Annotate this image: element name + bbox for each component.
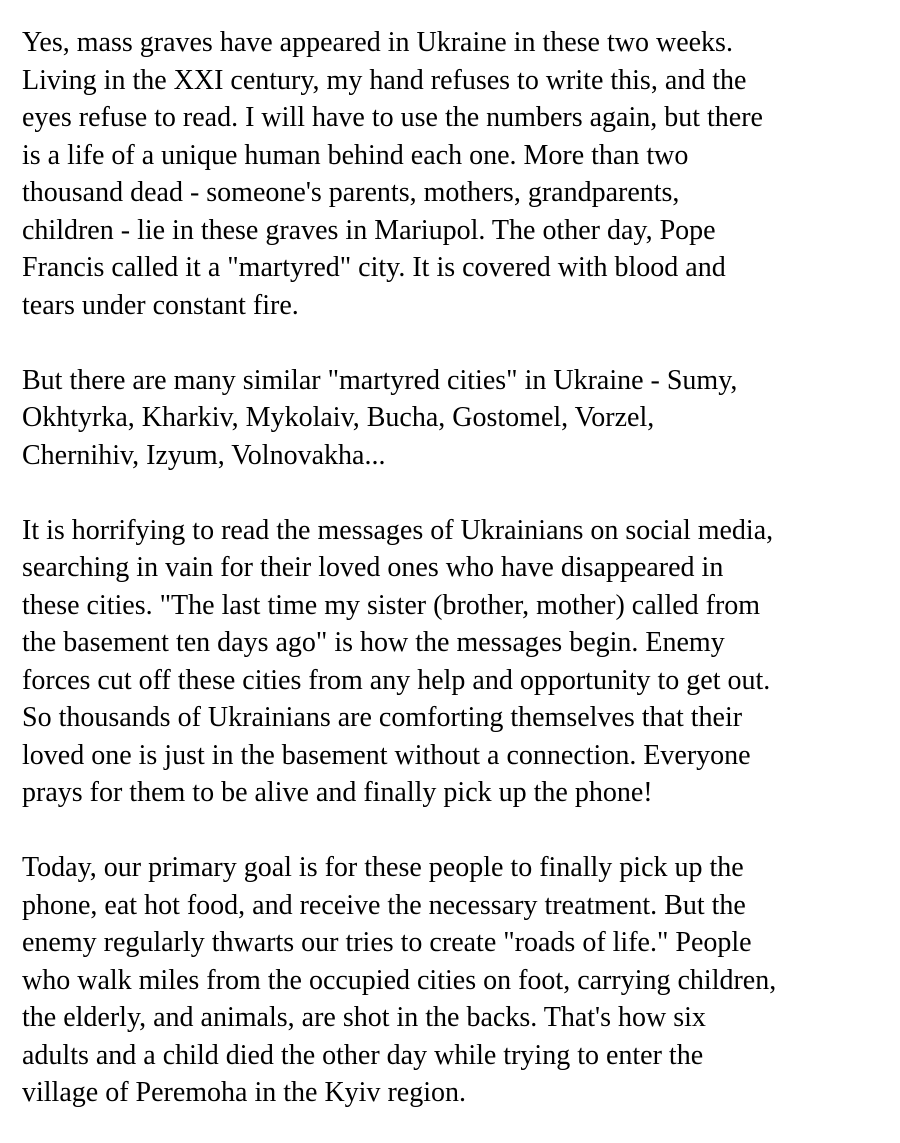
paragraph-2 bbox=[22, 362, 880, 475]
text-line: Living in the XXI century, my hand refuses to write this, and the bbox=[22, 64, 747, 96]
text-line: is a life of a unique human behind each one. More than two bbox=[22, 139, 689, 171]
text-line: the elderly, and animals, are shot in the backs. That's how six bbox=[22, 1002, 706, 1033]
text-line: Okhtyrka, Kharkiv, Mykolaiv, Bucha, Gostomel, Vorzel, bbox=[22, 402, 655, 433]
text-line: loved one is just in the basement without a connection. Everyone bbox=[22, 739, 751, 771]
text-line: Yes, mass graves have appeared in Ukraine in these two weeks. bbox=[22, 27, 733, 58]
text-line: eyes refuse to read. I will have to use the numbers again, but there bbox=[22, 102, 763, 133]
text-line: enemy regularly thwarts our tries to create "roads of life." People bbox=[22, 927, 752, 958]
text-line: So thousands of Ukrainians are comforting themselves that their bbox=[22, 702, 743, 733]
text-line: the basement ten days ago" is how the messages begin. Enemy bbox=[22, 627, 725, 658]
text-line: Francis called it a "martyred" city. It is covered with blood and bbox=[22, 252, 726, 283]
text-line: phone, eat hot food, and receive the necessary treatment. But the bbox=[22, 889, 746, 921]
paragraph-1 bbox=[22, 24, 880, 324]
text-line: these cities. "The last time my sister (brother, mother) called from bbox=[22, 589, 761, 621]
text-line: But there are many similar "martyred cities" in Ukraine - Sumy, bbox=[22, 364, 738, 396]
text-line: forces cut off these cities from any help and opportunity to get out. bbox=[22, 664, 771, 696]
text-line: tears under constant fire. bbox=[22, 289, 299, 321]
text-line: It is horrifying to read the messages of Ukrainians on social media, bbox=[22, 514, 774, 546]
paragraph-4 bbox=[22, 849, 880, 1112]
text-line: Today, our primary goal is for these people to finally pick up the bbox=[22, 852, 744, 883]
text-line: Chernihiv, Izyum, Volnovakha... bbox=[22, 439, 386, 471]
text-line: village of Peremoha in the Kyiv region. bbox=[22, 1077, 466, 1108]
text-line: thousand dead - someone's parents, mothers, grandparents, bbox=[22, 177, 680, 208]
text-line: searching in vain for their loved ones who have disappeared in bbox=[22, 552, 724, 583]
text-line: adults and a child died the other day while trying to enter the bbox=[22, 1039, 704, 1071]
text-line: children - lie in these graves in Mariupol. The other day, Pope bbox=[22, 214, 716, 246]
paragraph-3 bbox=[22, 512, 880, 812]
text-line: who walk miles from the occupied cities on foot, carrying children, bbox=[22, 964, 777, 996]
text-line: prays for them to be alive and finally pick up the phone! bbox=[22, 777, 653, 808]
